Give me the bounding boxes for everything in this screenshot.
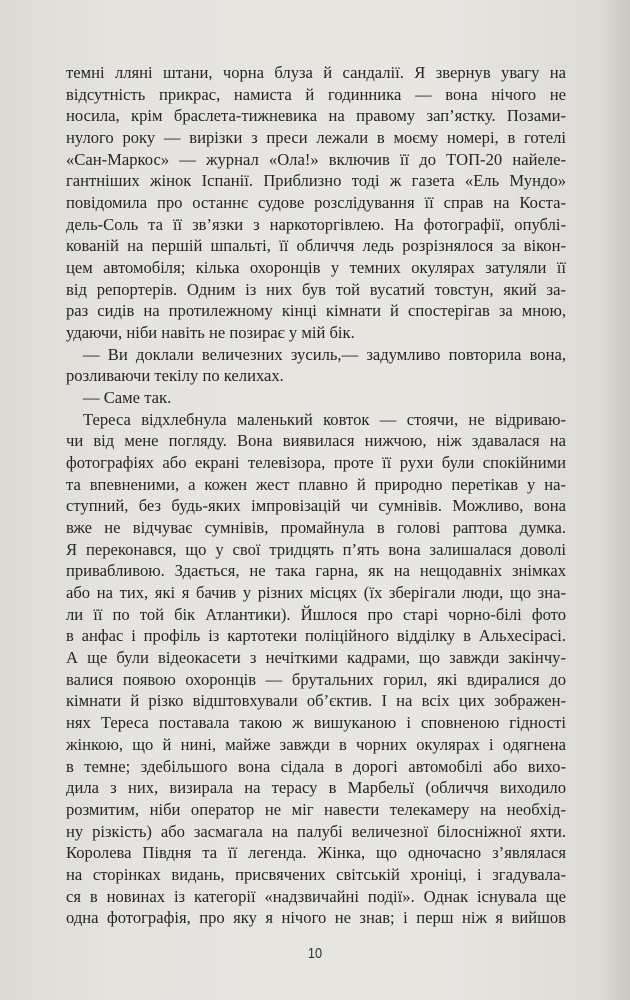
text-line: вже не відчуває сумнівів, промайнула в голові раптова думка. (66, 518, 566, 538)
text-line: ступний, без будь-яких імпровізацій чи сумнівів. Можливо, вона (66, 496, 566, 516)
page-number: 10 (307, 945, 323, 962)
text-line: Тереса відхлебнула маленький ковток — стоячи, не відриваю- (83, 409, 566, 429)
text-line: відсутність прикрас, намиста й годинника — вона нічого не (66, 84, 566, 104)
text-line: в темне; здебільшого вона сідала в дорогі автомобілі або вихо- (66, 756, 566, 776)
text-line: ли її по той бік Атлантики). Йшлося про старі чорно-білі фото (66, 604, 566, 624)
text-line: привабливою. Здається, не така гарна, як на нещодавніх знімках (66, 561, 566, 581)
text-line: удаючи, ніби навіть не позирає у мій бік. (66, 323, 355, 343)
text-line: одна фотографія, про яку я нічого не знав; і перш ніж я вийшов (66, 908, 566, 928)
text-line: кованій на першій шпальті, її обличчя ледь розрізнялося за вікон- (66, 236, 566, 256)
text-line: валися появою охоронців — брутальних горил, які вдиралися до (66, 669, 566, 689)
text-line: — Ви доклали величезних зусиль,— задумливо повторила вона, (83, 344, 566, 364)
text-line: «Сан-Маркос» — журнал «Ола!» включив її до ТОП-20 найеле- (66, 149, 566, 169)
body-text (66, 62, 566, 929)
text-line: дила з них, визирала на терасу в Марбельї (обличчя виходило (66, 778, 566, 798)
text-line: носила, крім браслета-тижневика на правому зап’ястку. Позами- (66, 106, 566, 126)
text-line: нях Тереса поставала такою ж вишуканою і сповненою гідності (66, 713, 566, 733)
text-line: ся в новинах із категорії «надзвичайні події». Однак існувала ще (66, 886, 566, 906)
text-line: або на тих, які я бачив у різних місцях (їх зберігали люди, що зна- (66, 583, 566, 603)
text-line: дель-Соль та її зв’язки з наркоторгівлею. На фотографії, опублі- (66, 214, 566, 234)
text-line: та впевненими, а кожен жест плавно й природно перетікав у на- (66, 474, 566, 494)
text-line: Королева Півдня та її легенда. Жінка, що одночасно з’являлася (66, 843, 566, 863)
text-line: гантніших жінок Іспанії. Приблизно тоді ж газета «Ель Мундо» (66, 171, 566, 191)
text-line: раз сидів на протилежному кінці кімнати й спостерігав за мною, (66, 301, 566, 321)
text-line: від репортерів. Одним із них був той вусатий товстун, який за- (66, 279, 566, 299)
text-line: повідомила про останнє судове розслідування її справ на Коста- (66, 193, 566, 213)
text-line: темні лляні штани, чорна блуза й сандалії. Я звернув увагу на (66, 63, 566, 82)
text-line: А ще були відеокасети з нечіткими кадрами, що завжди закінчу- (66, 648, 566, 668)
text-line: на сторінках видань, присвячених світській хроніці, і згадувала- (66, 864, 566, 884)
text-line: розливаючи текілу по келихах. (66, 366, 284, 386)
text-line: жінкою, що й нині, майже завжди в чорних окулярах і одягнена (66, 734, 566, 754)
text-line: чи від мене погляду. Вона виявилася нижчою, ніж здавалася на (66, 431, 566, 451)
text-line: нулого року — вирізки з преси лежали в моєму номері, в готелі (66, 128, 566, 148)
text-line: — Саме так. (83, 388, 172, 408)
text-line: розмитим, ніби оператор не міг навести телекамеру на необхід- (66, 799, 566, 819)
text-line: фотографіях або екрані телевізора, проте її рухи були спокійними (66, 453, 566, 473)
text-line: ну різкість) або засмагала на палубі величезної білосніжної яхти. (66, 821, 566, 841)
text-line: кімнати й різко відштовхували об’єктив. І на всіх цих зображен- (66, 691, 566, 711)
text-line: в анфас і профіль із картотеки поліційного відділку в Альхесірасі. (66, 626, 566, 646)
text-line: цем автомобіля; кілька охоронців у темних окулярах затуляли її (66, 258, 566, 278)
text-line: Я переконався, що у свої тридцять п’ять вона залишалася доволі (66, 539, 566, 559)
